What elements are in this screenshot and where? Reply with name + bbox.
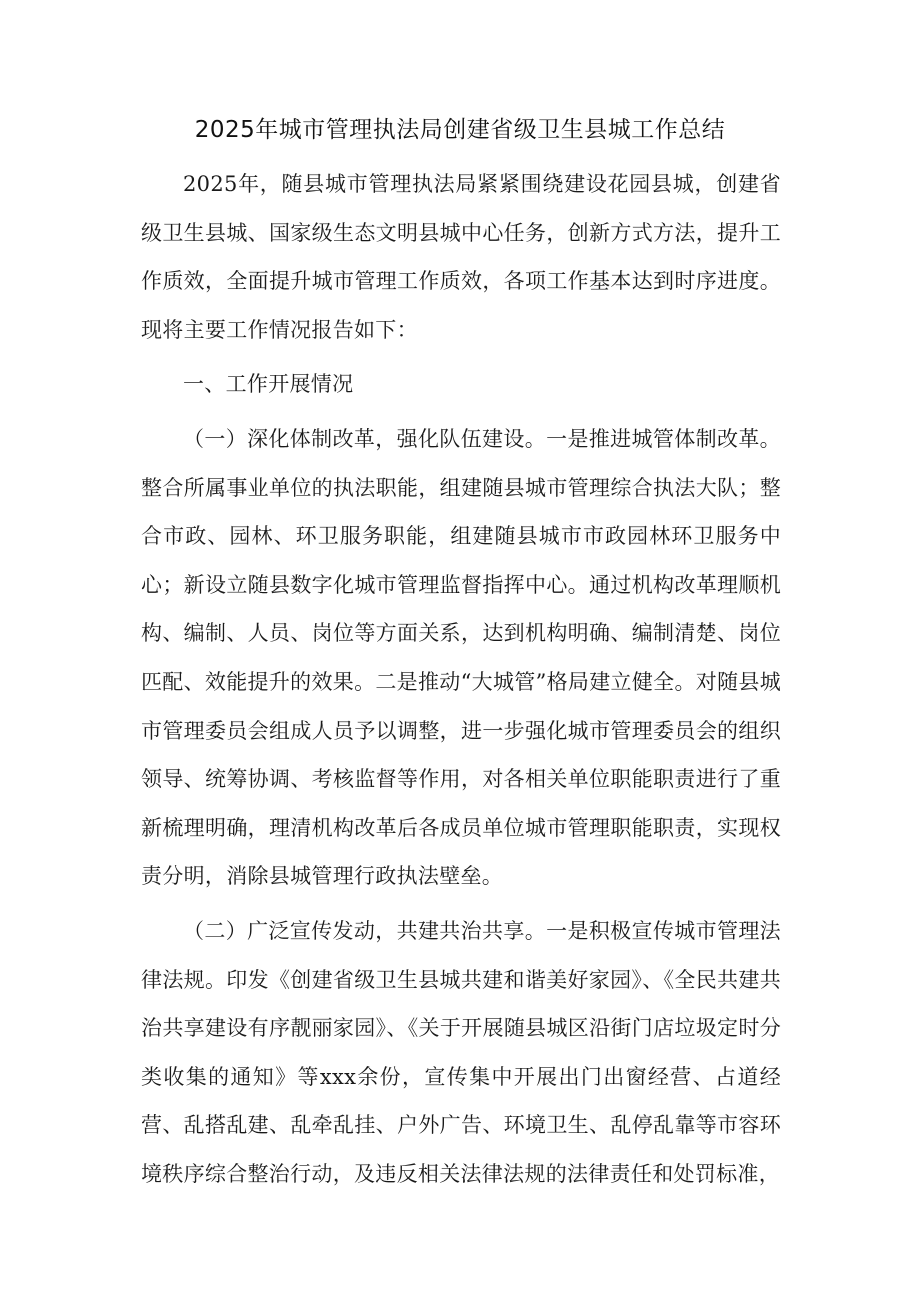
subsection-body-2: 一是积极宣传城市管理法律法规。印发《创建省级卫生县城共建和谐美好家园》、《全民共建共治共享建设有序靓丽家园》、《关于开展随县城区沿街门店垃圾定时分类收集的通知》等xxx余份，宣传集中开展出门出窗经营、占道经营、乱搭乱建、乱牵乱挂、户外广告、环境卫生、乱停乱靠等市容环境秩序综合整治行动，及违反相关法律法规的法律责任和处罚标准，: [141, 918, 781, 1186]
document-body: [141, 160, 781, 1198]
subsection-paragraph-2: [141, 907, 781, 1199]
intro-paragraph: 2025年，随县城市管理执法局紧紧围绕建设花园县城，创建省级卫生县城、国家级生态文明县城中心任务，创新方式方法，提升工作质效，全面提升城市管理工作质效，各项工作基本达到时序进度。现将主要工作情况报告如下：: [141, 172, 781, 342]
subsection-paragraph-1: [141, 415, 781, 901]
subsection-body-1: 一是推进城管体制改革。整合所属事业单位的执法职能，组建随县城市管理综合执法大队；整合市政、园林、环卫服务职能，组建随县城市市政园林环卫服务中心；新设立随县数字化城市管理监督指挥中心。通过机构改革理顺机构、编制、人员、岗位等方面关系，达到机构明确、编制清楚、岗位匹配、效能提升的效果。二是推动“大城管”格局建立健全。对随县城市管理委员会组成人员予以调整，进一步强化城市管理委员会的组织领导、统筹协调、考核监督等作用，对各相关单位职能职责进行了重新梳理明确，理清机构改革后各成员单位城市管理职能职责，实现权责分明，消除县城管理行政执法壁垒。: [141, 426, 781, 889]
subsection-title-1: （一）深化体制改革，强化队伍建设。: [183, 426, 547, 451]
document-title: 2025年城市管理执法局创建省级卫生县城工作总结: [194, 117, 726, 143]
section-heading-1: 一、工作开展情况: [183, 372, 354, 397]
subsection-title-2: （二）广泛宣传发动，共建共治共享。: [183, 918, 547, 943]
